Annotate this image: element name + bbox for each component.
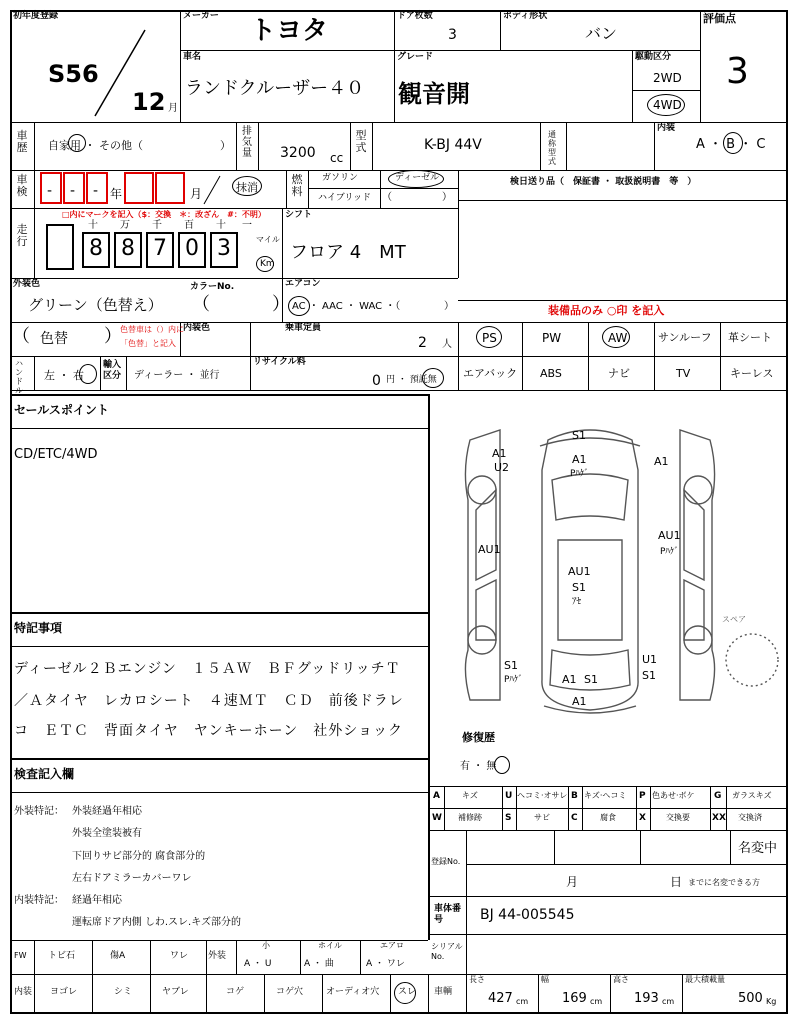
ac-circle xyxy=(288,296,310,316)
recolor-close: ） xyxy=(104,326,122,347)
legend-desc: 交換要 xyxy=(666,813,690,822)
color-no-close: ） xyxy=(272,294,290,315)
diagram-mark: AU1 xyxy=(658,529,681,542)
maker-label: メーカー xyxy=(183,11,219,21)
aircon-value: AC ・ AAC ・ WAC ・（ xyxy=(292,301,401,312)
fuel-label: 燃料 xyxy=(291,173,303,198)
equip-keyless: キーレス xyxy=(730,367,774,380)
displacement-value: 3200 xyxy=(280,145,316,161)
equip-leather: 革シート xyxy=(728,331,772,344)
drive-4wd: 4WD xyxy=(653,98,682,112)
dims-len-label: 長さ xyxy=(469,975,485,984)
diagram-mark: Pﾊｹﾞ xyxy=(570,469,589,479)
legend-desc: ガラスキズ xyxy=(732,791,772,800)
fw-wheel: A ・ 曲 xyxy=(304,959,334,969)
mileage-unit-man: 万 xyxy=(120,220,130,231)
mileage-unit-km: Km xyxy=(260,259,275,269)
handle-right-circle xyxy=(79,364,97,384)
inspection-label: 車検 xyxy=(16,173,28,198)
mileage-unit-ju2: 十 xyxy=(216,220,226,231)
repair-label: 修復歴 xyxy=(462,731,495,744)
fuel-gasoline: ガソリン xyxy=(322,173,359,183)
mileage-digit-0 xyxy=(46,224,74,270)
legend-code: XX xyxy=(712,813,726,823)
mileage-digit-2: 8 xyxy=(114,232,142,268)
mileage-label: 走行 xyxy=(16,223,28,248)
diagram-mark: AU1 xyxy=(478,543,501,556)
dims-wid-unit: cm xyxy=(590,997,603,1006)
history-private-circle xyxy=(68,134,86,152)
capacity-label: 乗車定員 xyxy=(285,323,322,333)
vin-label: 車体番号 xyxy=(434,904,462,925)
history-label: 車歴 xyxy=(16,129,28,154)
doors-value: 3 xyxy=(448,27,457,43)
dims-wt: 500 xyxy=(738,991,763,1006)
drive-label: 駆動区分 xyxy=(635,52,672,62)
registration-month: 月 xyxy=(566,875,579,889)
fuel-paren: （ xyxy=(382,192,392,203)
diagram-mark: AU1 xyxy=(568,565,591,578)
aircon-close: ） xyxy=(444,301,454,312)
recycle-value: 0 xyxy=(372,373,381,389)
equip-label: 装備品のみ ○印 を記入 xyxy=(548,304,665,317)
naisou-item: ヤブレ xyxy=(162,987,189,997)
legend-code: A xyxy=(433,791,440,801)
doors-label: ドア枚数 xyxy=(397,11,433,21)
recycle-label: リサイクル料 xyxy=(253,357,306,367)
car-name-label: 車名 xyxy=(183,52,202,62)
diagram-mark: Pﾊｹﾞ xyxy=(660,547,679,557)
equip-aw: AW xyxy=(608,331,628,345)
equip-navi: ナビ xyxy=(608,367,630,380)
legend-desc: ヘコミ·オサレ xyxy=(517,791,568,800)
inspector-line-5: 経過年相応 xyxy=(72,895,122,906)
diagram-mark: A1 xyxy=(654,455,669,468)
dims-wid-label: 幅 xyxy=(541,975,549,984)
inspector-tag-int: 内装特記： xyxy=(14,895,64,906)
legend-code: W xyxy=(432,813,442,823)
recolor-open: （ xyxy=(12,326,30,347)
dims-hei: 193 xyxy=(634,991,659,1006)
color-no-label: カラーNo. xyxy=(190,282,235,292)
naisou-item: オーディオ穴 xyxy=(326,987,380,997)
diagram-mark: S1 xyxy=(642,669,656,682)
equip-ps: PS xyxy=(482,331,497,345)
expired-circle xyxy=(232,176,262,196)
inspector-line-3: 下回りサビ部分的 腐食部分的 xyxy=(72,851,206,862)
diagram-mark: A1 xyxy=(492,447,507,460)
name-change: 名変中 xyxy=(738,841,778,856)
car-name-value: ランドクルーザー４０ xyxy=(185,78,365,99)
capacity-value: 2 xyxy=(418,335,427,351)
legend-desc: キズ·ヘコミ xyxy=(584,791,627,800)
mileage-unit-ichi: 一 xyxy=(242,220,252,231)
interior-color-label: 内装色 xyxy=(183,323,211,333)
legend-desc: 腐食 xyxy=(600,813,616,822)
import-label: 輸入区分 xyxy=(103,360,122,381)
naisou-item: ヨゴレ xyxy=(50,987,78,997)
legend-desc: 補修跡 xyxy=(458,813,482,822)
drive-4wd-circle xyxy=(647,94,685,116)
displacement-label: 排気量 xyxy=(242,126,252,159)
model-label: 型式 xyxy=(355,129,367,154)
inspection-year-unit: 年 xyxy=(110,187,123,201)
drive-2wd: 2WD xyxy=(653,71,682,85)
repair-value: 有 ・ 無 xyxy=(460,761,497,772)
score-label: 評価点 xyxy=(703,12,736,25)
registration-note: までに名変できる方 xyxy=(688,878,760,887)
mileage-note: □内にマークを記入（$：交換 ＊：改ざん #：不明） xyxy=(62,210,266,219)
fw-item: 傷A xyxy=(110,951,126,961)
month-unit: 月 xyxy=(168,103,178,114)
first-reg-label: 初年度登録 xyxy=(13,11,59,21)
model-value: K-BJ 44V xyxy=(424,137,482,153)
fw-small: A ・ U xyxy=(244,959,272,969)
dims-hei-unit: cm xyxy=(662,997,675,1006)
fw-wheel-label: ホイル xyxy=(318,941,342,950)
first-reg-month: 12 xyxy=(132,88,166,116)
diagram-mark: S1 xyxy=(572,429,586,442)
fw-item: ワレ xyxy=(170,951,189,961)
repair-no-circle xyxy=(494,756,510,774)
fw-small-label: 小 xyxy=(262,941,270,950)
exterior-label: 外装色 xyxy=(13,279,41,289)
inspection-expired: 抹消 xyxy=(236,181,258,194)
fw-aero: A ・ ワレ xyxy=(366,959,405,969)
history-value: 自家用 ・ その他（ xyxy=(48,139,143,152)
legend-code: S xyxy=(505,813,512,823)
diagram-mark: A1 xyxy=(572,453,587,466)
fw-aero-label: エアロ xyxy=(380,941,404,950)
equip-pw: PW xyxy=(542,331,562,345)
naisou-item: コゲ穴 xyxy=(276,987,304,997)
recycle-circle xyxy=(422,368,444,388)
dims-hei-label: 高さ xyxy=(613,975,629,984)
mileage-unit-mile: マイル xyxy=(256,235,280,244)
diesel-circle xyxy=(388,170,444,188)
naisou-item: コゲ xyxy=(226,987,245,997)
inspector-line-2: 外装全塗装被有 xyxy=(72,828,142,839)
grade-value: 観音開 xyxy=(398,80,470,108)
maker-value: トヨタ xyxy=(250,16,329,46)
diagram-mark: S1 xyxy=(584,673,598,686)
km-circle xyxy=(256,256,274,272)
fuel-paren-close: ） xyxy=(442,192,452,203)
dims-label: 車輌 xyxy=(434,987,453,997)
diagram-mark: S1 xyxy=(504,659,518,672)
recolor-note-1: 色替車は（）内に xyxy=(120,325,184,334)
inspector-line-4: 左右ドアミラーカバーワレ xyxy=(72,873,192,884)
diagram-mark-spare: スペア xyxy=(722,615,746,624)
equip-tv: TV xyxy=(676,367,691,380)
dims-wt-unit: Kg xyxy=(766,997,777,1006)
inspector-tag-ext: 外装特記： xyxy=(14,806,64,817)
sure-circle xyxy=(394,982,416,1004)
dims-wid: 169 xyxy=(562,991,587,1006)
interior-grade-label: 内装 xyxy=(657,123,676,133)
mileage-digit-4: 0 xyxy=(178,232,206,268)
dims-wt-label: 最大積載量 xyxy=(685,975,725,984)
mileage-digit-1: 8 xyxy=(82,232,110,268)
special-line-1: ディーゼル２Ｂエンジン １５ＡＷ ＢＦグッドリッチＴ xyxy=(14,661,401,677)
legend-code: G xyxy=(714,791,722,801)
mileage-unit-hyaku: 百 xyxy=(184,220,194,231)
capacity-unit: 人 xyxy=(442,339,452,350)
exterior-value: グリーン（色替え） xyxy=(28,296,163,314)
naisou-label: 内装 xyxy=(14,987,33,997)
inspector-line-6: 運転席ドア内側 しわ.スレ.キズ部分的 xyxy=(72,917,242,928)
legend-code: U xyxy=(505,791,513,801)
recycle-unit: 円 ・ 預託無 xyxy=(386,375,437,385)
legend-desc: サビ xyxy=(534,813,550,822)
sales-point-label: セールスポイント xyxy=(14,403,109,417)
fw-label: FW xyxy=(14,951,27,960)
body-type-label: ボディ形状 xyxy=(503,11,548,21)
serial-label: シリアルNo. xyxy=(431,942,463,961)
diagram-mark: A1 xyxy=(562,673,577,686)
legend-desc: 色あせ·ボケ xyxy=(652,791,695,800)
dims-len: 427 xyxy=(488,991,513,1006)
inspector-line-1: 外装経過年相応 xyxy=(72,806,142,817)
shift-value: フロア 4 MT xyxy=(290,242,406,263)
fw-item: トビ石 xyxy=(48,951,76,961)
diagram-mark: A1 xyxy=(572,695,587,708)
aircon-label: エアコン xyxy=(285,279,321,289)
legend-desc: 交換済 xyxy=(738,813,762,822)
diagram-mark: S1 xyxy=(572,581,586,594)
dims-len-unit: cm xyxy=(516,997,529,1006)
displacement-unit: cc xyxy=(330,151,344,165)
color-no-open: （ xyxy=(192,294,210,315)
special-line-2: ／Ａタイヤ レカロシート ４速ＭＴ ＣＤ 前後ドラレ xyxy=(14,693,404,709)
special-label: 特記事項 xyxy=(14,621,63,635)
inspection-month-unit: 月 xyxy=(190,187,203,201)
body-type-value: バン xyxy=(585,24,618,43)
docs-label: 検日送り品（ 保証書 ・ 取扱説明書 等 ） xyxy=(510,177,697,187)
special-line-3: コ ＥＴＣ 背面タイヤ ヤンキーホーン 社外ショック xyxy=(14,723,404,739)
fuel-hybrid: ハイブリッド xyxy=(318,193,372,203)
grade-label: グレード xyxy=(397,52,434,62)
mileage-unit-ju: 十 xyxy=(88,220,98,231)
diagram-mark: ｱｾ xyxy=(572,597,582,607)
handle-label: ハンドル xyxy=(15,359,23,395)
equip-airbag: エアバック xyxy=(463,367,518,380)
registration-label: 登録No. xyxy=(431,857,461,866)
history-close: ） xyxy=(220,139,231,152)
legend-code: C xyxy=(571,813,578,823)
legend-desc: キズ xyxy=(462,791,478,800)
fuel-diesel: ディーゼル xyxy=(395,173,440,183)
diagram-mark: Pﾊｹﾞ xyxy=(504,675,523,685)
recolor-note-2: 「色替」と記入 xyxy=(120,339,176,348)
aw-circle xyxy=(602,326,630,348)
interior-grade-value: A ・ B ・ C xyxy=(696,137,766,152)
diagram-mark: U2 xyxy=(494,461,510,474)
mileage-digit-5: 3 xyxy=(210,232,238,268)
legend-code: X xyxy=(639,813,646,823)
legend-code: P xyxy=(639,791,646,801)
diagram-mark: U1 xyxy=(642,653,658,666)
naisou-item: スレ xyxy=(398,987,417,997)
inspector-label: 検査記入欄 xyxy=(14,767,75,781)
vin-value: BJ 44-005545 xyxy=(480,907,575,923)
registration-day: 日 xyxy=(670,875,683,889)
first-reg-year: S56 xyxy=(48,60,99,88)
mileage-unit-sen: 千 xyxy=(152,220,162,231)
fw-ext-label: 外装 xyxy=(208,951,227,961)
legend-code: B xyxy=(571,791,578,801)
auction-sheet: 初年度登録 S56 12 月 メーカー トヨタ ドア枚数 3 ボディ形状 バン 評価点 3 車名 ランドクルーザー４０ グレード 観音開 駆動区分 2WD 4WD 車歴 自家用 ・ その他（ ） 排気量 3200 cc 型式 K-BJ 44V 通称型式 内装 A ・ B ・ C 車検 - - - 年 月 抹消 燃料 ガソリン ディーゼル ハイブリッド （ ） 検日送り品（ 保証書 ・ 取扱説明書 等 ） 走行 □内にマークを記入（$：交換 ＊：改ざん #：不明） 8 8 7 0 3 十 万 千 百 十 一 マイル Km シフト フロア 4 MT 外装色 カラーNo. グリーン（色替え） （ ） エアコン AC ・ AAC ・ WAC ・（ ） 装備品のみ ○印 を記入 （ 色替 ） 色替車は（）内に 「色替」と記入 内装色 乗車定員 2 人 PS PW AW サンルーフ 革シート ハンドル 左 ・ 右 輸入区分 ディーラー ・ 並行 リサイクル料 0 円 ・ 預託無 エアバック ABS ナビ TV キーレス セールスポイント CD/ETC/4WD 特記事項 ディーゼル２Ｂエンジン １５ＡＷ ＢＦグッドリッチＴ ／Ａタイヤ レカロシート ４速ＭＴ ＣＤ 前後ドラレ コ ＥＴＣ 背面タイヤ ヤンキーホーン 社外ショック 検査記入欄 外装特記： 外装経過年相応 外装全塗装被有 下回りサビ部分的 腐食部分的 左右ドアミラーカバーワレ 内装特記： 経過年相応 運転席ドア内側 しわ.スレ.キズ部分的 S1 A1 U2 A1 Pﾊｹﾞ A1 AU1 AU1 Pﾊｹﾞ AU1 S1 ｱｾ U1 S1 S1 Pﾊｹﾞ A1 S1 A1 スペア 修復歴 有 ・ 無 A キズ U ヘコミ·オサレ B キズ·ヘコミ P 色あせ·ボケ G ガラスキズ W 補修跡 S サビ C 腐食 X 交換要 XX 交換済 登録No. 名変中 月 日 までに名変できる方 車体番号 BJ 44-005545 FW トビ石 傷A ワレ 外装 小 A ・ U ホイル A ・ 曲 エアロ A ・ ワレ シリアルNo. 内装 ヨゴレ シミ ヤブレ コゲ コゲ穴 オーディオ穴 スレ 車輌 長さ 427 cm 幅 169 cm 高さ 193 cm 最大積載量 500 Kg xyxy=(10,10,788,1014)
equip-abs: ABS xyxy=(540,367,562,380)
mileage-digit-3: 7 xyxy=(146,232,174,268)
common-model-label: 通称型式 xyxy=(548,130,556,166)
ps-circle xyxy=(476,326,502,348)
handle-value: 左 ・ 右 xyxy=(44,369,84,382)
interior-b-circle xyxy=(723,132,743,154)
score-value: 3 xyxy=(726,51,749,92)
naisou-item: シミ xyxy=(114,987,133,997)
sales-point-value: CD/ETC/4WD xyxy=(14,447,98,462)
shift-label: シフト xyxy=(285,210,313,220)
recolor-value: 色替 xyxy=(40,331,68,347)
import-value: ディーラー ・ 並行 xyxy=(134,370,220,381)
equip-sunroof: サンルーフ xyxy=(658,331,712,344)
